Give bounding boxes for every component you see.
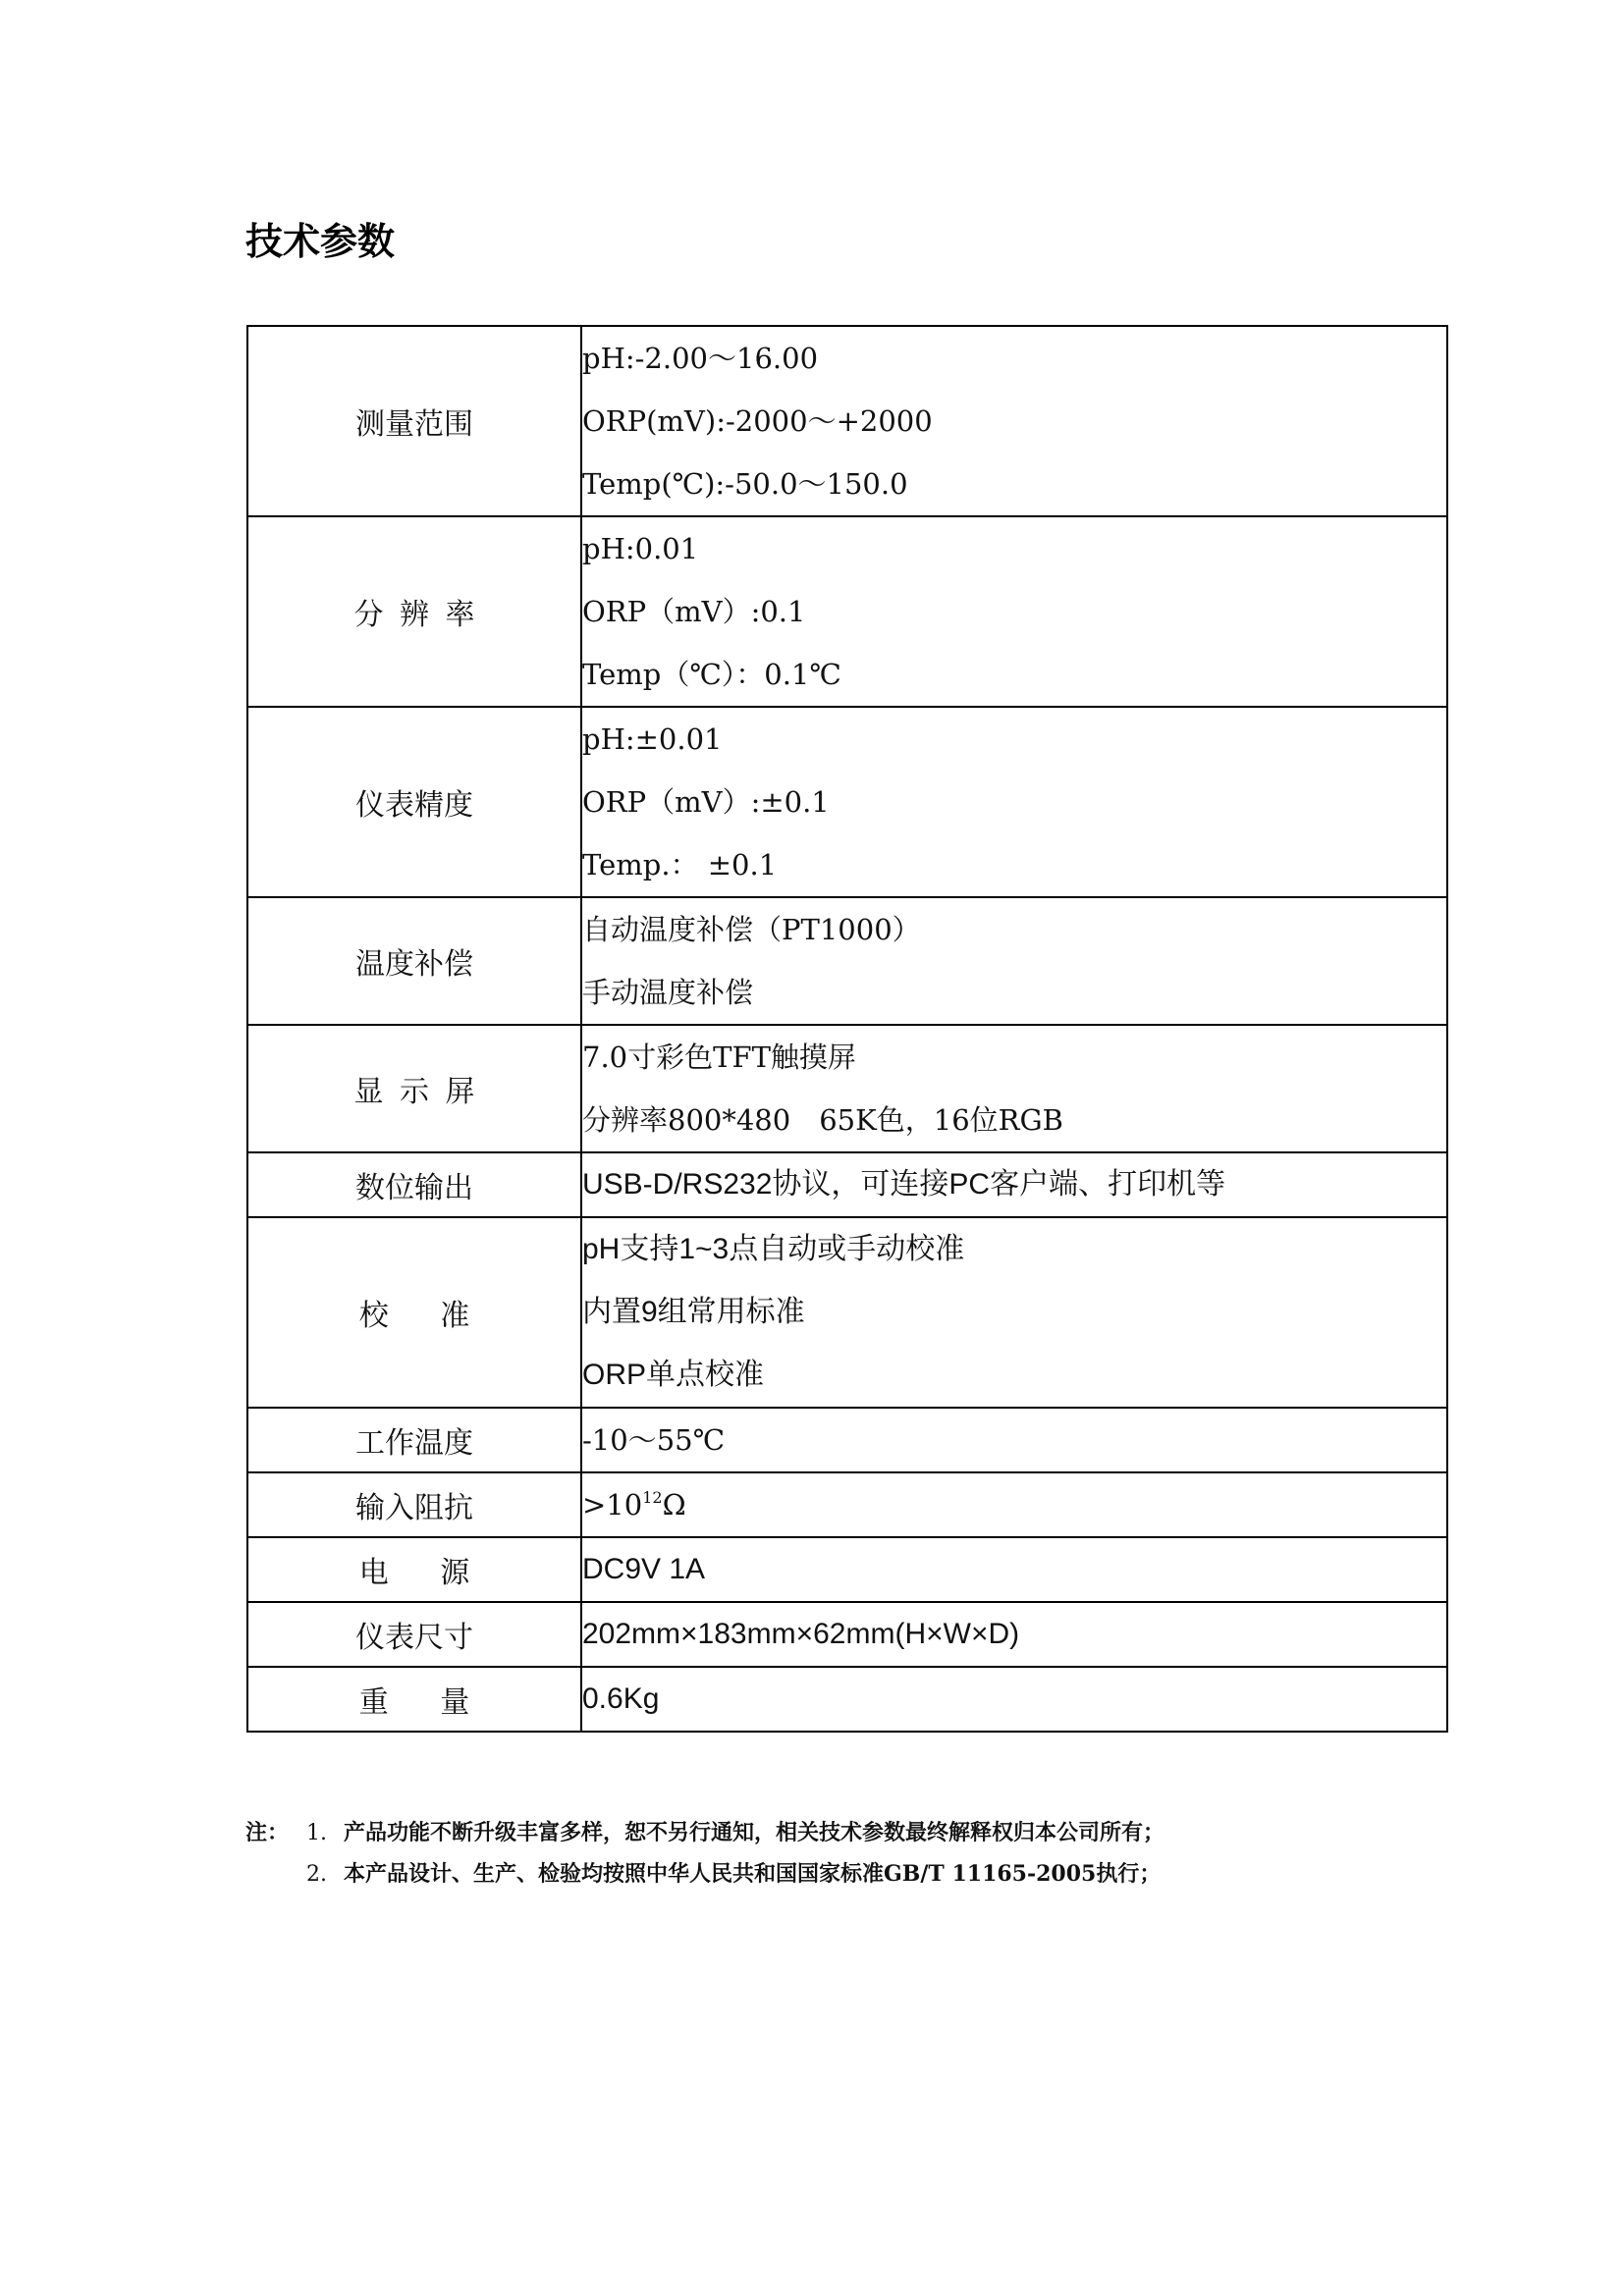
impedance-base: >10 (582, 1488, 643, 1522)
spec-value-line: pH支持1~3点自动或手动校准 (582, 1233, 965, 1265)
spec-value-line: pH:0.01 (582, 532, 699, 565)
spec-value-line: 0.6Kg (582, 1682, 660, 1715)
spec-row-working-temp (247, 1408, 1447, 1472)
spec-value-line: DC9V 1A (582, 1553, 706, 1585)
spec-label: 显示屏 (247, 1025, 581, 1152)
spec-row-dimensions (247, 1602, 1447, 1667)
spec-value (581, 707, 1447, 897)
spec-value-line: Temp（℃）：0.1℃ (582, 658, 841, 691)
spec-value (581, 1025, 1447, 1152)
spec-value-line: 内置9组常用标准 (582, 1296, 805, 1328)
spec-label: 输入阻抗 (247, 1472, 581, 1537)
footnote-number: 1. (306, 1821, 327, 1845)
spec-value-line: 7.0寸彩色TFT触摸屏 (582, 1041, 856, 1074)
footnote-item (245, 1853, 1522, 1895)
spec-row-calibration (247, 1217, 1447, 1408)
footnote-text: 产品功能不断升级丰富多样，恕不另行通知，相关技术参数最终解释权归本公司所有； (344, 1820, 1165, 1845)
footnote-text: 本产品设计、生产、检验均按照中华人民共和国国家标准GB/T 11165-2005执行； (344, 1861, 1162, 1887)
spec-value (581, 1537, 1447, 1602)
spec-table (246, 325, 1448, 1733)
spec-row-input-impedance (247, 1472, 1447, 1537)
spec-value-line: 202mm×183mm×62mm(H×W×D) (582, 1618, 1020, 1650)
spec-value (581, 897, 1447, 1025)
spec-row-power (247, 1537, 1447, 1602)
section-title: 技术参数 (245, 220, 396, 263)
impedance-exponent: 12 (642, 1488, 663, 1507)
spec-value (581, 1152, 1447, 1217)
spec-value (581, 1472, 1447, 1537)
spec-value (581, 1408, 1447, 1472)
spec-row-resolution (247, 516, 1447, 707)
spec-value-line: 自动温度补偿（PT1000） (582, 913, 921, 946)
spec-value-line: USB-D/RS232协议，可连接PC客户端、打印机等 (582, 1168, 1226, 1201)
spec-value-line: Temp(℃):-50.0～150.0 (582, 467, 908, 501)
spec-label: 仪表尺寸 (247, 1602, 581, 1667)
spec-value (581, 516, 1447, 707)
spec-label: 工作温度 (247, 1408, 581, 1472)
spec-label: 电源 (247, 1537, 581, 1602)
footnote-number: 2. (306, 1862, 327, 1887)
spec-value-line: ORP（mV）:0.1 (582, 595, 806, 628)
spec-value (581, 326, 1447, 516)
spec-label: 分辨率 (247, 516, 581, 707)
footnote-item (245, 1812, 1522, 1853)
spec-value-line: ORP(mV):-2000～+2000 (582, 404, 933, 438)
spec-value-line: pH:±0.01 (582, 722, 723, 756)
footnote-prefix: 注： (245, 1820, 290, 1845)
spec-value-line: ORP单点校准 (582, 1359, 765, 1391)
spec-value-line: Temp.： ±0.1 (582, 848, 778, 881)
spec-value-line: 手动温度补偿 (582, 976, 754, 1009)
spec-label: 重量 (247, 1667, 581, 1732)
spec-row-weight (247, 1667, 1447, 1732)
spec-row-temp-compensation (247, 897, 1447, 1025)
spec-row-digital-output (247, 1152, 1447, 1217)
spec-value (581, 1217, 1447, 1408)
footnotes (245, 1812, 1522, 1895)
spec-value-line: ORP（mV）:±0.1 (582, 785, 830, 819)
spec-label: 仪表精度 (247, 707, 581, 897)
spec-label: 数位输出 (247, 1152, 581, 1217)
spec-row-display (247, 1025, 1447, 1152)
spec-row-measuring-range (247, 326, 1447, 516)
spec-value (581, 1667, 1447, 1732)
spec-value-line: -10～55℃ (582, 1423, 726, 1457)
impedance-unit: Ω (662, 1488, 686, 1522)
spec-value-line: 分辨率800*480 65K色，16位RGB (582, 1103, 1063, 1137)
spec-value (581, 1602, 1447, 1667)
spec-label: 校准 (247, 1217, 581, 1408)
spec-row-accuracy (247, 707, 1447, 897)
spec-value-line (582, 1473, 1446, 1536)
spec-value-line: pH:-2.00～16.00 (582, 342, 819, 375)
spec-label: 测量范围 (247, 326, 581, 516)
spec-label: 温度补偿 (247, 897, 581, 1025)
